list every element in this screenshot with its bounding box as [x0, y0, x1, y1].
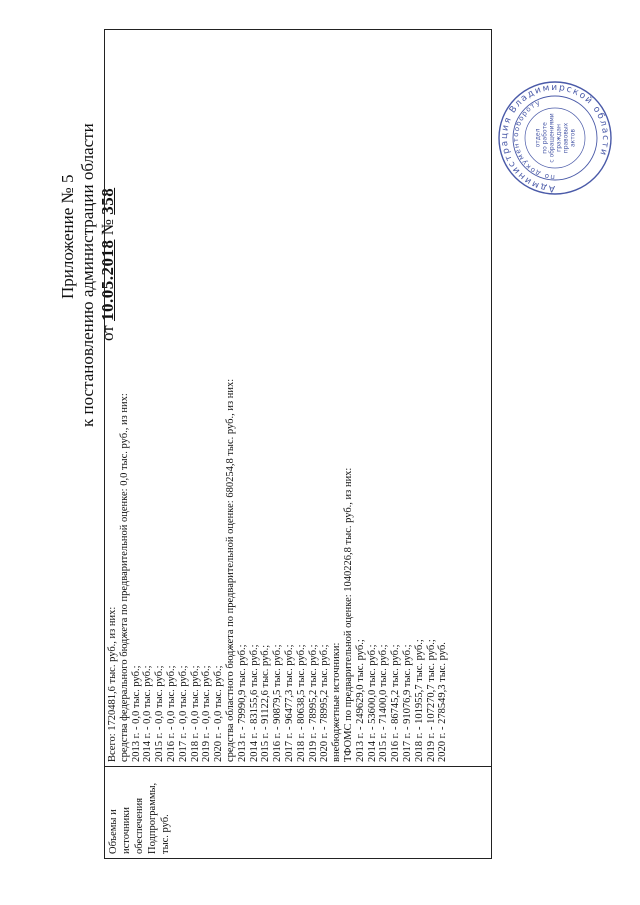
- seal-center-line: отдел: [534, 128, 542, 148]
- table-line: внебюджетные источники:: [331, 642, 343, 762]
- table-line: 2015 г. - 91122,6 тыс. руб.;: [260, 644, 272, 762]
- resolution-reference: к постановлению администрации области: [78, 123, 97, 427]
- seal-center-line: с обращениями: [548, 113, 556, 163]
- table-label-cell: Объемы и источники обеспечения Подпрограммы, тыс. руб.: [105, 766, 491, 858]
- table-line: средства федерального бюджета по предварительной оценке: 0,0 тыс. руб., из них:: [118, 393, 130, 762]
- table-line: 2016 г. - 0,0 тыс. руб.;: [165, 665, 177, 762]
- table-line: 2014 г. - 53600,0 тыс. руб.;: [366, 644, 378, 762]
- number-prefix: №: [98, 219, 117, 236]
- table-line: 2019 г. - 78995,2 тыс. руб.;: [307, 644, 319, 762]
- table-line: Всего: 1720481,6 тыс. руб., из них:: [107, 606, 118, 762]
- table-line: 2014 г. - 0,0 тыс. руб.;: [142, 665, 154, 762]
- seal-center-line: граждан: [555, 124, 563, 152]
- table-line: ТФОМС по предварительной оценке: 1040226,8 тыс. руб., из них:: [342, 467, 354, 762]
- table-line: 2017 г. - 91076,9 тыс. руб.;: [401, 644, 413, 762]
- table-line: 2020 г. - 78995,2 тыс. руб.;: [319, 644, 331, 762]
- seal-graphic: [496, 79, 614, 197]
- table-line: 2020 г. - 278549,3 тыс. руб.: [437, 642, 449, 762]
- table-line: 2019 г. - 107270,7 тыс. руб.;: [425, 639, 437, 762]
- table-line: 2014 г. - 83155,6 тыс. руб.;: [248, 644, 260, 762]
- appendix-title: Приложение № 5: [58, 174, 77, 299]
- resolution-number: 358: [98, 187, 117, 215]
- table-line: 2018 г. - 101955,7 тыс. руб.;: [413, 639, 425, 762]
- svg-text:по документообороту: по документообороту: [511, 98, 556, 182]
- table-line: 2013 г. - 79990,9 тыс. руб.;: [236, 644, 248, 762]
- seal-center-line: актов: [569, 128, 577, 148]
- table-line: 2017 г. - 96477,3 тыс. руб.;: [283, 644, 295, 762]
- table-line: 2015 г. - 0,0 тыс. руб.;: [154, 665, 166, 762]
- resolution-date: 10.05.2018: [98, 239, 117, 322]
- table-line: 2013 г. - 249629,0 тыс. руб.;: [354, 639, 366, 762]
- table-line: 2020 г. - 0,0 тыс. руб.;: [213, 665, 225, 762]
- table-line: 2018 г. - 80638,5 тыс. руб.;: [295, 644, 307, 762]
- table-line: 2015 г. - 71400,0 тыс. руб.;: [378, 644, 390, 762]
- official-seal: [496, 79, 614, 197]
- svg-text:Администрация Владимирской обл: Администрация Владимирской области: [499, 82, 611, 194]
- seal-center-line: по работе: [541, 122, 549, 154]
- table-value-cell: [105, 30, 495, 766]
- table-line: 2018 г. - 0,0 тыс. руб.;: [189, 665, 201, 762]
- table-line: 2019 г. - 0,0 тыс. руб.;: [201, 665, 213, 762]
- table-line: 2017 г. - 0,0 тыс. руб.;: [177, 665, 189, 762]
- date-prefix: от: [98, 325, 117, 341]
- table-line: 2013 г. - 0,0 тыс. руб.;: [130, 665, 142, 762]
- funding-table: [104, 29, 492, 859]
- table-line: 2016 г. - 90879,5 тыс. руб.;: [272, 644, 284, 762]
- seal-center-line: правовых: [562, 122, 570, 154]
- table-line: средства областного бюджета по предварительной оценке: 680254,8 тыс. руб., из них:: [224, 378, 236, 762]
- table-line: 2016 г. - 86745,2 тыс. руб.;: [390, 644, 402, 762]
